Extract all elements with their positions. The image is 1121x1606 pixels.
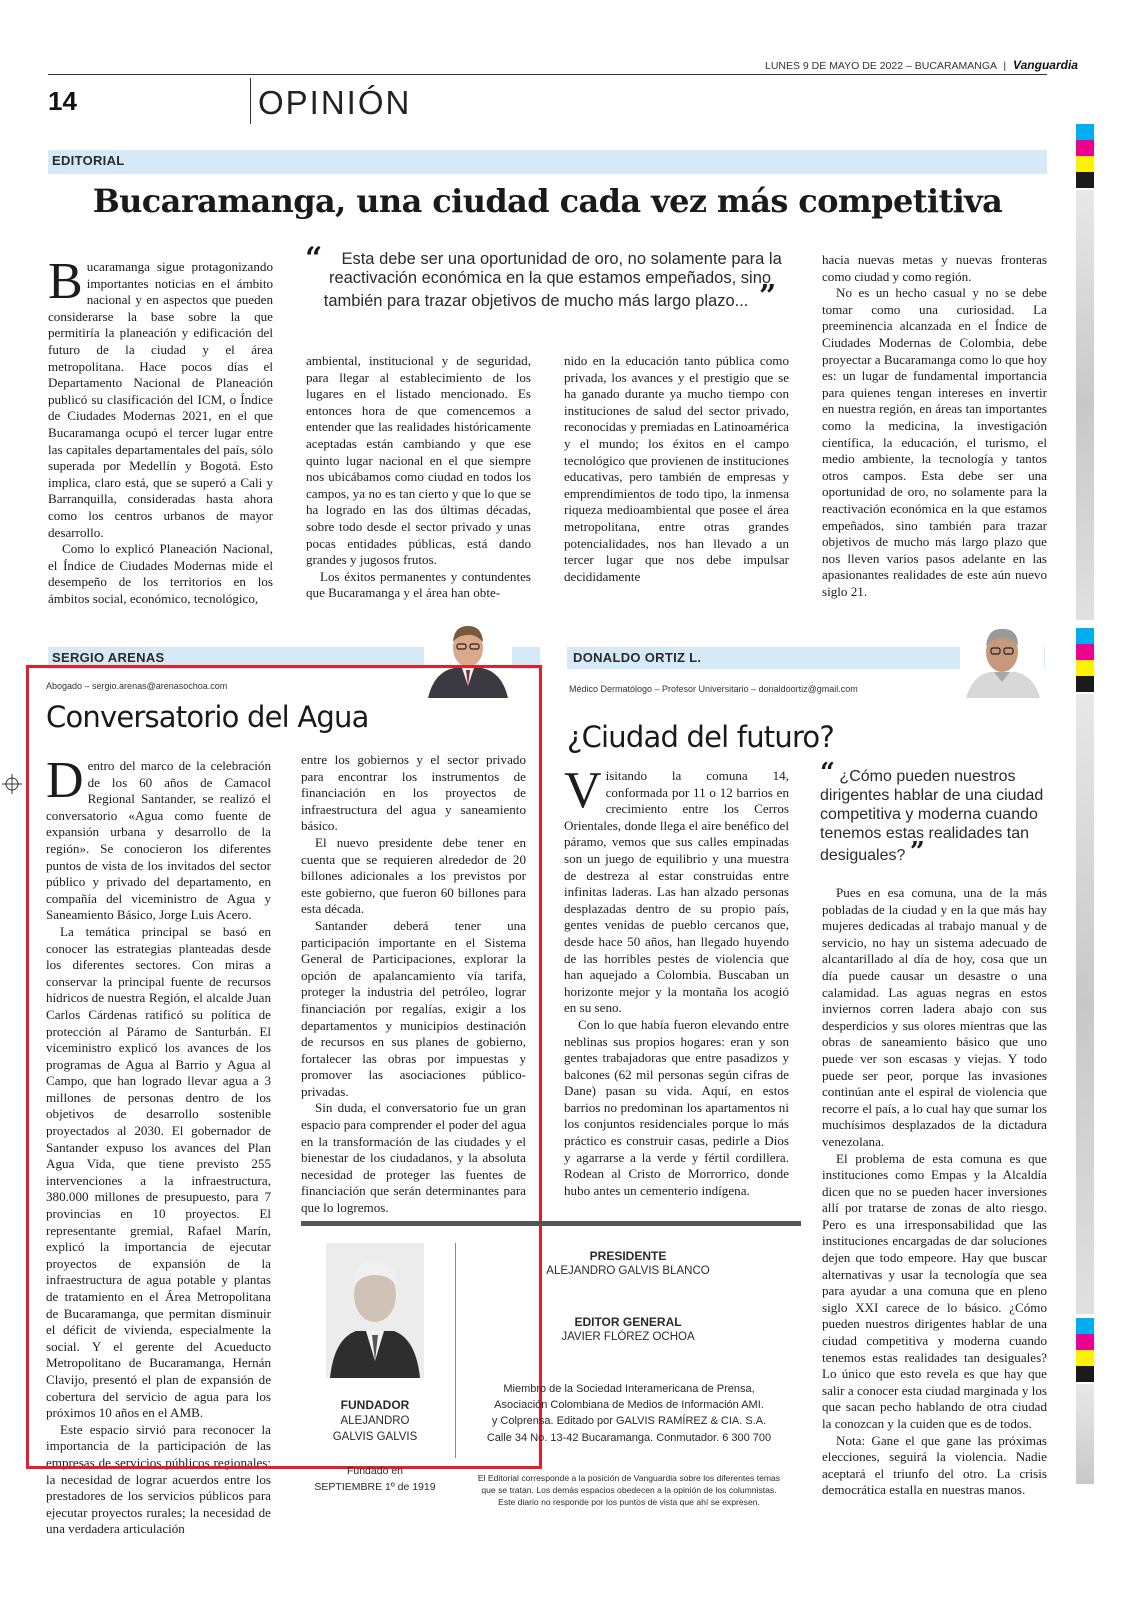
yellow-swatch-3 — [1076, 1350, 1094, 1366]
editorial-col-1 — [48, 253, 273, 607]
right-col2-p2: El problema de esta comuna es que instituciones como Empas y la Alcaldía dicen que no se pueden hacer inversiones allí por tratarse de zonas de alto riesgo. Pero es una irresponsabilidad que las instituciones encargadas de dar soluciones dejen que todo empeore. Hay que buscar alternativas y usar la tecnología que sea para ayudar a una comuna que en pleno siglo XXI carece de lo básico. ¿Cómo pueden nuestros dirigentes hablar de una ciudad competitiva y moderna cuando tenemos estas realidades tan desiguales? Lo único que esto revela es que hay que salir a conocer esta ciudad marginada y los que sacan pecho hablando de otra ciudad la conozcan y la cuiden que es de todos. — [822, 1150, 1047, 1431]
brand-logo: Vanguardia — [1013, 58, 1078, 72]
editorial-col-3 — [564, 353, 789, 585]
editorial-col1-p1: ucaramanga sigue protagonizando importantes noticias en el ámbito nacional y en aspectos que pueden considerarse la base sobre la que permitiría la planeación y edificación del futuro de la ciudad y el área metropolitana. Hace pocos días el Departamento Nacional de Planeación publicó su clasificación del ICM, o Índice de Ciudades Modernas 2021, en el que Bucaramanga ocupó el tercer lugar entre las capitales departamentales del país, sólo superada por Medellín y Bogotá. Esto implica, claro está, que se superó a Cali y Barranquilla, consideradas hasta ahora como los centros urbanos de mayor desarrollo. — [48, 259, 273, 540]
cyan-swatch-2 — [1076, 628, 1094, 644]
left-col2-p3: Santander deberá tener una participación importante en el Sistema General de Participaciones, explorar la opción de apalancamiento vía tarifa, proteger la industria del petróleo, lograr financiación por regalías, exigir a los departamentos y municipios destinación de recursos en sus planes de gobierno, fortalecer las obras por impuestas y promover las asociaciones público-privadas. — [301, 917, 526, 1099]
member-line-4: Calle 34 No. 13-42 Bucaramanga. Conmutador. 6 300 700 — [486, 1432, 772, 1444]
left-col1-p1: entro del marco de la celebración de los 60 años de Camacol Regional Santander, se realizó el conversatorio «Agua como fuente de expansión urbana y desarrollo de la región». Se conocieron los diferentes puntos de vista de los invitados del sector público y privado del departamento, en compañía del viceministro de Agua y Saneamiento Básico, Jorge Luis Acero. — [46, 758, 271, 923]
yellow-swatch-2 — [1076, 660, 1094, 676]
editorial-col2-p1: ambiental, institucional y de seguridad, para llegar al establecimiento de los lugares en el listado mencionado. Es entonces hora de que comencemos a entender que las realidades históricamente aceptadas están cambiando y que ese quinto lugar nacional en el que siempre nos ubicábamos como ciudad en todos los campos, ya no es tan cierto y que lo que se ha logrado en las dos últimas décadas, sobre todo desde el sector privado y unas pocas entidades públicas, está dando grandes y jugosos frutos. — [306, 353, 531, 568]
black-swatch — [1076, 172, 1094, 188]
right-col1-p1: isitando la comuna 14, conformada por 11 o 12 barrios en crecimiento entre los Cerros Orientales, donde llega el aire benéfico del páramo, vemos que sus calles empinadas son un juego de equilibrio y una muestra de destreza al estar construidas entre infinitas laderas. Las han alzado personas desplazadas dentro de su propio país, gentes venidas de pueblo cercanos que, desde hace 50 años, han llegado huyendo de las horribles pestes de violencia que han aquejado a Colombia. Buscaban un horizonte mejor y la montaña los acogió en su seno. — [564, 768, 789, 1016]
disclaimer-line-2: que se tratan. Los demás espacios obedecen a la opinión de los columnistas. — [481, 1485, 777, 1495]
black-swatch-3 — [1076, 1366, 1094, 1382]
yellow-swatch — [1076, 156, 1094, 172]
founder-name-2: GALVIS GALVIS — [332, 1431, 418, 1443]
open-quote-icon: “ — [305, 241, 323, 276]
dateline-text: LUNES 9 DE MAYO DE 2022 – BUCARAMANGA — [765, 60, 997, 72]
left-col2-p2: El nuevo presidente debe tener en cuenta que se requieren alrededor de 20 billones adicionales a los previstos por este gobierno, que fueron 60 billones para esta década. — [301, 834, 526, 917]
editorial-col4-p2: No es un hecho casual y no se debe tomar como una curiosidad. La preeminencia alcanzada en el Índice de Ciudades Modernas de Colombia, debe proyectar a Bucaramanga como lo que hoy es: un lugar de fundamental importancia para quienes tengan intereses en invertir en nuestra región, en áreas tan importantes como la medicina, la investigación científica, la educación, el turismo, el medio ambiente, la tecnología y tantos otros campos. Esta debe ser una oportunidad de oro, no solamente para la reactivación económica en la que estamos empeñados, sino también para trazar objetivos de mucho más largo plazo que nos lleven varios pasos adelante en las apasionantes realidades de este aún nuevo siglo 21. — [822, 285, 1047, 599]
editor-name: JAVIER FLÓREZ OCHOA — [561, 1331, 695, 1343]
right-col1-p2: Con lo que había fueron elevando entre neblinas sus propios hogares: eran y son gentes trabajadoras que entre pasadizos y balcones (62 mil personas según cifras de Dane) pasan su vida. Aquí, en estos barrios no predominan los apartamentos ni los conjuntos residenciales porque lo más práctico es construir casas, pedirle a Dios y agarrarse a la verde y fértil cordillera. Rodean al Cristo de Morrorrico, donde hubo antes un cementerio indígena. — [564, 1016, 789, 1198]
right-column-dropcap: V — [564, 762, 602, 819]
editorial-col1-p2: Como lo explicó Planeación Nacional, el Índice de Ciudades Modernas mide el desempeño de los territorios en los ámbitos social, económico, tecnológico, — [48, 541, 273, 606]
left-col1-p3: Este espacio sirvió para reconocer la importancia de la participación de las empresas de servicios públicos regionales; la necesidad de lograr acuerdos entre los prestadores de los servicios públicos para ejecutar proyectos rurales; la necesidad de una verdadera articulación — [46, 1421, 271, 1537]
header-rule — [48, 74, 1047, 75]
close-quote-icon: ” — [758, 279, 777, 314]
left-author-name: SERGIO ARENAS — [52, 650, 165, 665]
president-name: ALEJANDRO GALVIS BLANCO — [546, 1265, 710, 1277]
right-column-col-1 — [564, 762, 789, 1199]
founded-line-1: Fundado en — [346, 1465, 404, 1477]
right-col2-p1: Pues en esa comuna, una de la más pobladas de la ciudad y en la que más hay mujeres dedicadas al trabajo manual y de servicio, no hay un sistema adecuado de alcantarillado al día de hoy, cosa que un día puede causar un desastre o una calamidad. Las aguas negras en estos inviernos corren ladera abajo con sus desperdicios y sus olores mientras que las obras de saneamiento básico que uno puede ver son escasas y viejas. Y todo puede ser peor, porque las invasiones continúan ante el espiral de violencia que recorre el país, a lo cual hay que sumar los muchísimos desplazados de la dictadura venezolana. — [822, 885, 1047, 1149]
dateline — [765, 58, 1078, 72]
right-author-photo — [960, 622, 1044, 698]
disclaimer-line-3: Este diario no responde por los puntos de vista que ahí se expresen. — [498, 1497, 760, 1507]
close-quote-icon: ” — [909, 837, 925, 867]
editorial-col-2 — [306, 353, 531, 602]
president-label: PRESIDENTE — [589, 1249, 667, 1263]
highlight-box — [26, 665, 542, 1469]
registration-mark-icon — [2, 774, 22, 794]
editorial-dropcap: B — [48, 253, 83, 310]
disclaimer-line-1: El Editorial corresponde a la posición de Vanguardia sobre los diferentes temas — [477, 1473, 781, 1483]
editorial-paragraph — [48, 253, 273, 541]
cyan-swatch — [1076, 124, 1094, 140]
section-title: OPINIÓN — [258, 84, 412, 121]
gray-strip-3 — [1076, 1384, 1094, 1484]
editorial-label: EDITORIAL — [52, 153, 125, 168]
left-author-credit: Abogado – sergio.arenas@arenasochoa.com — [46, 681, 228, 691]
masthead-rule — [301, 1221, 801, 1226]
editorial-col3-p1: nido en la educación tanto pública como privada, los avances y el prestigio que se ha ganado durante ya mucho tiempo con instituciones de salud del sector privado, reconocidas y premiadas en Latinoamérica y el mundo; los éxitos en el campo tecnológico que provienen de instituciones educativas, pero también de empresas y emprendimientos de todo tipo, la inmensa riqueza medioambiental que posee el área metropolitana, entre otras grandes potencialidades, nos han llevado a un tercer lugar que nos debe impulsar decididamente — [564, 353, 789, 584]
editorial-col-4 — [822, 252, 1047, 600]
magenta-swatch — [1076, 140, 1094, 156]
masthead-divider — [455, 1243, 456, 1458]
editorial-col4-p1: hacia nuevas metas y nuevas fronteras como ciudad y como región. — [822, 252, 1047, 284]
founder-photo — [326, 1243, 424, 1378]
right-column-col-2 — [822, 885, 1047, 1499]
founder-name-1: ALEJANDRO — [340, 1415, 410, 1427]
magenta-swatch-2 — [1076, 644, 1094, 660]
open-quote-icon: “ — [820, 758, 835, 788]
right-author-credit: Médico Dermatólogo – Profesor Universitario – donaldoortiz@gmail.com — [569, 684, 858, 694]
left-col2-p1: entre los gobiernos y el sector privado para encontrar los instrumentos de financiación en los proyectos de infraestructura del agua y saneamiento básico. — [301, 752, 526, 834]
magenta-swatch-3 — [1076, 1334, 1094, 1350]
right-pull-quote — [820, 758, 1048, 867]
editorial-title: Bucaramanga, una ciudad cada vez más competitiva — [92, 182, 1003, 220]
dateline-separator: | — [1003, 60, 1007, 72]
left-column-title: Conversatorio del Agua — [46, 700, 369, 734]
left-col1-p2: La temática principal se basó en conocer las estrategias planteadas desde los diferentes sectores. Con miras a conservar la principal fuente de recursos hídricos de nuestra Región, el alcalde Juan Carlos Cárdenas ratificó su política de protección al Páramo de Santurbán. El viceministro explicó los avances de los programas de Agua al Barrio y Agua al Campo, que han logrado llevar agua a 3 millones de personas dentro de los objetivos de desarrollo sostenible proyectados al 2030. El gobernador de Santander expuso los avances del Plan Agua Vida, que tiene previsto 255 intervenciones a la infraestructura, 380.000 millones de presupuesto, para 7 provincias en 10 proyectos. El representante gremial, Rafael Marín, explicó la importancia de ejecutar proyectos de expansión de la infraestructura de agua potable y plantas de tratamiento en el Área Metropolitana de Bucaramanga, que permitan disminuir el déficit de vivienda, especialmente la social. Y el gerente del Acueducto Metropolitano de Bucaramanga, Hernán Clavijo, presentó el plan de expansión de cobertura del servicio de agua para los próximos 10 años en el AMB. — [46, 923, 271, 1421]
right-column-title: ¿Ciudad del futuro? — [567, 720, 834, 754]
page-number: 14 — [48, 86, 77, 116]
member-line-1: Miembro de la Sociedad Interamericana de Prensa, — [503, 1383, 755, 1395]
gray-strip-2 — [1076, 694, 1094, 1314]
editorial-quote-text: Esta debe ser una oportunidad de oro, no solamente para la reactivación económica en la que estamos empeñados, sino también para trazar objetivos de mucho más largo plazo... — [323, 250, 782, 310]
right-column-paragraph — [564, 762, 789, 1017]
left-column-dropcap: D — [46, 752, 84, 809]
gray-strip — [1076, 190, 1094, 620]
editor-label: EDITOR GENERAL — [574, 1315, 682, 1329]
black-swatch-2 — [1076, 676, 1094, 692]
editorial-label-bar — [48, 150, 1047, 174]
member-line-2: Asociación Colombiana de Medios de Información AMI. — [494, 1399, 764, 1411]
founder-label: FUNDADOR — [340, 1398, 410, 1412]
member-line-3: y Colprensa. Editado por GALVIS RAMÍREZ & CIA. S.A. — [491, 1415, 767, 1427]
right-quote-text: ¿Cómo pueden nuestros dirigentes hablar de una ciudad competitiva y moderna cuando tenemos estas realidades tan desiguales? — [820, 768, 1044, 864]
founded-line-2: SEPTIEMBRE 1º de 1919 — [314, 1481, 436, 1493]
cyan-swatch-3 — [1076, 1318, 1094, 1334]
right-col2-p3: Nota: Gane el que gane las próximas elecciones, seguirá la violencia. Nadie aceptará el triunfo del otro. La crisis democrática estalla en nuestras manos. — [822, 1432, 1047, 1498]
header-divider — [250, 78, 251, 124]
left-col2-p4: Sin duda, el conversatorio fue un gran espacio para comprender el poder del agua en la transformación de las ciudades y el bienestar de los ciudadanos, y la absoluta necesidad de proteger las fuentes de financiación que serán determinantes para que lo logremos. — [301, 1100, 526, 1216]
editorial-pull-quote — [305, 241, 795, 314]
right-author-name: DONALDO ORTIZ L. — [573, 650, 702, 665]
editorial-col2-p2: Los éxitos permanentes y contundentes que Bucaramanga y el área han obte- — [306, 568, 531, 601]
